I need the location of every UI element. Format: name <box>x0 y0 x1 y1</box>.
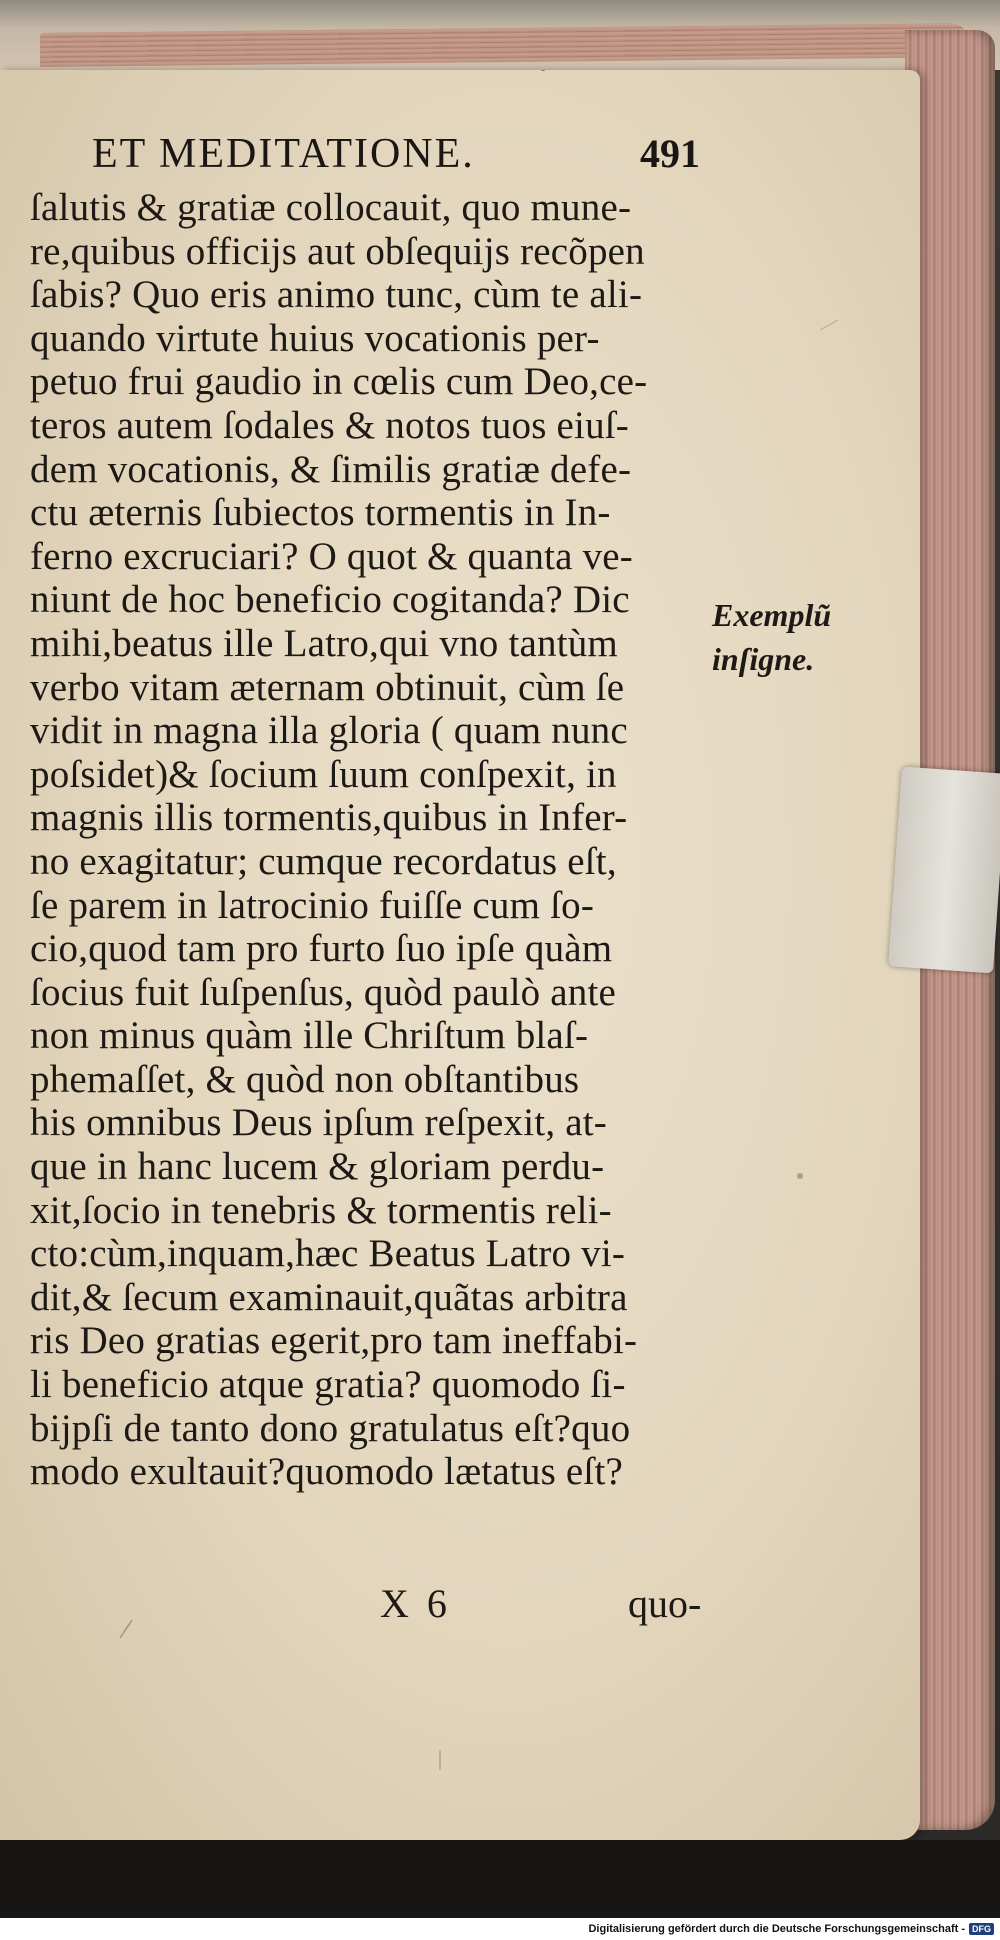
running-head: ET MEDITATIONE. <box>92 131 475 177</box>
text-line: phemaſſet, & quòd non obſtantibus <box>30 1057 580 1101</box>
text-line: quando virtute huius vocationis per- <box>30 316 600 360</box>
text-line: vidit in magna illa gloria ( quam nunc <box>30 709 628 753</box>
page-number: 491 <box>640 131 700 176</box>
text-line: no exagitatur; cumque recordatus eſt, <box>30 839 617 883</box>
text-line: re,quibus officijs aut obſequijs recõpen <box>30 229 645 273</box>
text-line: petuo frui gaudio in cœlis cum Deo,ce- <box>30 360 648 404</box>
text-line: niunt de hoc beneficio cogitanda? Dic <box>30 578 630 622</box>
paper-mark <box>820 320 838 330</box>
dfg-logo: DFG <box>969 1923 994 1935</box>
text-line: ris Deo gratias egerit,pro tam ineffabi- <box>30 1319 638 1363</box>
page-header <box>92 130 732 190</box>
text-line: non minus quàm ille Chriſtum blaſ- <box>30 1014 589 1058</box>
paper-bookmark-strip <box>888 767 1000 974</box>
text-line: verbo vitam æternam obtinuit, cùm ſe <box>30 665 625 709</box>
signature-mark: X 6 <box>380 1581 451 1626</box>
text-line: cio,quod tam pro furto ſuo ipſe quàm <box>30 927 613 971</box>
body-text <box>30 186 730 1494</box>
text-line: ſabis? Quo eris animo tunc, cùm te ali- <box>30 273 643 317</box>
marginal-note <box>712 593 892 681</box>
text-line: poſsidet)& ſocium ſuum conſpexit, in <box>30 752 617 796</box>
scan-bottom-background <box>0 1840 1000 1918</box>
text-line: li beneficio atque gratia? quomodo ſi- <box>30 1363 626 1407</box>
text-line: cto:cùm,inquam,hæc Beatus Latro vi- <box>30 1232 626 1276</box>
catchword: quo- <box>628 1581 702 1626</box>
text-line: ferno excruciari? O quot & quanta ve- <box>30 534 633 578</box>
text-line: dit,& ſecum examinauit,quãtas arbitra <box>30 1275 628 1319</box>
paper-speck <box>797 1173 803 1179</box>
digitization-credit-bar <box>0 1918 1000 1940</box>
digitization-credit-text: Digitalisierung gefördert durch die Deutsche Forschungsgemeinschaft - <box>588 1923 965 1935</box>
text-line: ctu æternis ſubiectos tormentis in In- <box>30 491 611 535</box>
text-line: ſe parem in latrocinio fuiſſe cum ſo- <box>30 883 595 927</box>
marginal-note-line: inſigne. <box>712 641 815 677</box>
paper-mark <box>120 1620 132 1638</box>
page-footline <box>380 1580 720 1630</box>
text-line: his omnibus Deus ipſum reſpexit, at- <box>30 1101 607 1145</box>
text-line: teros autem ſodales & notos tuos eiuſ- <box>30 403 629 447</box>
paper-speck <box>540 70 546 71</box>
text-line: ſocius fuit ſuſpenſus, quòd paulò ante <box>30 970 617 1014</box>
text-line: modo exultauit?quomodo lætatus eſt? <box>30 1450 623 1494</box>
text-line: bijpſi de tanto dono gratulatus eſt?quo <box>30 1406 631 1450</box>
text-line: dem vocationis, & ſimilis gratiæ defe- <box>30 447 632 491</box>
text-line: magnis illis tormentis,quibus in Infer- <box>30 796 628 840</box>
text-line: mihi,beatus ille Latro,qui vno tantùm <box>30 621 618 665</box>
text-line: xit,ſocio in tenebris & tormentis reli- <box>30 1188 612 1232</box>
text-line: que in hanc lucem & gloriam perdu- <box>30 1145 605 1189</box>
text-line: ſalutis & gratiæ collocauit, quo mune- <box>30 186 632 229</box>
marginal-note-line: Exemplũ <box>712 597 832 633</box>
